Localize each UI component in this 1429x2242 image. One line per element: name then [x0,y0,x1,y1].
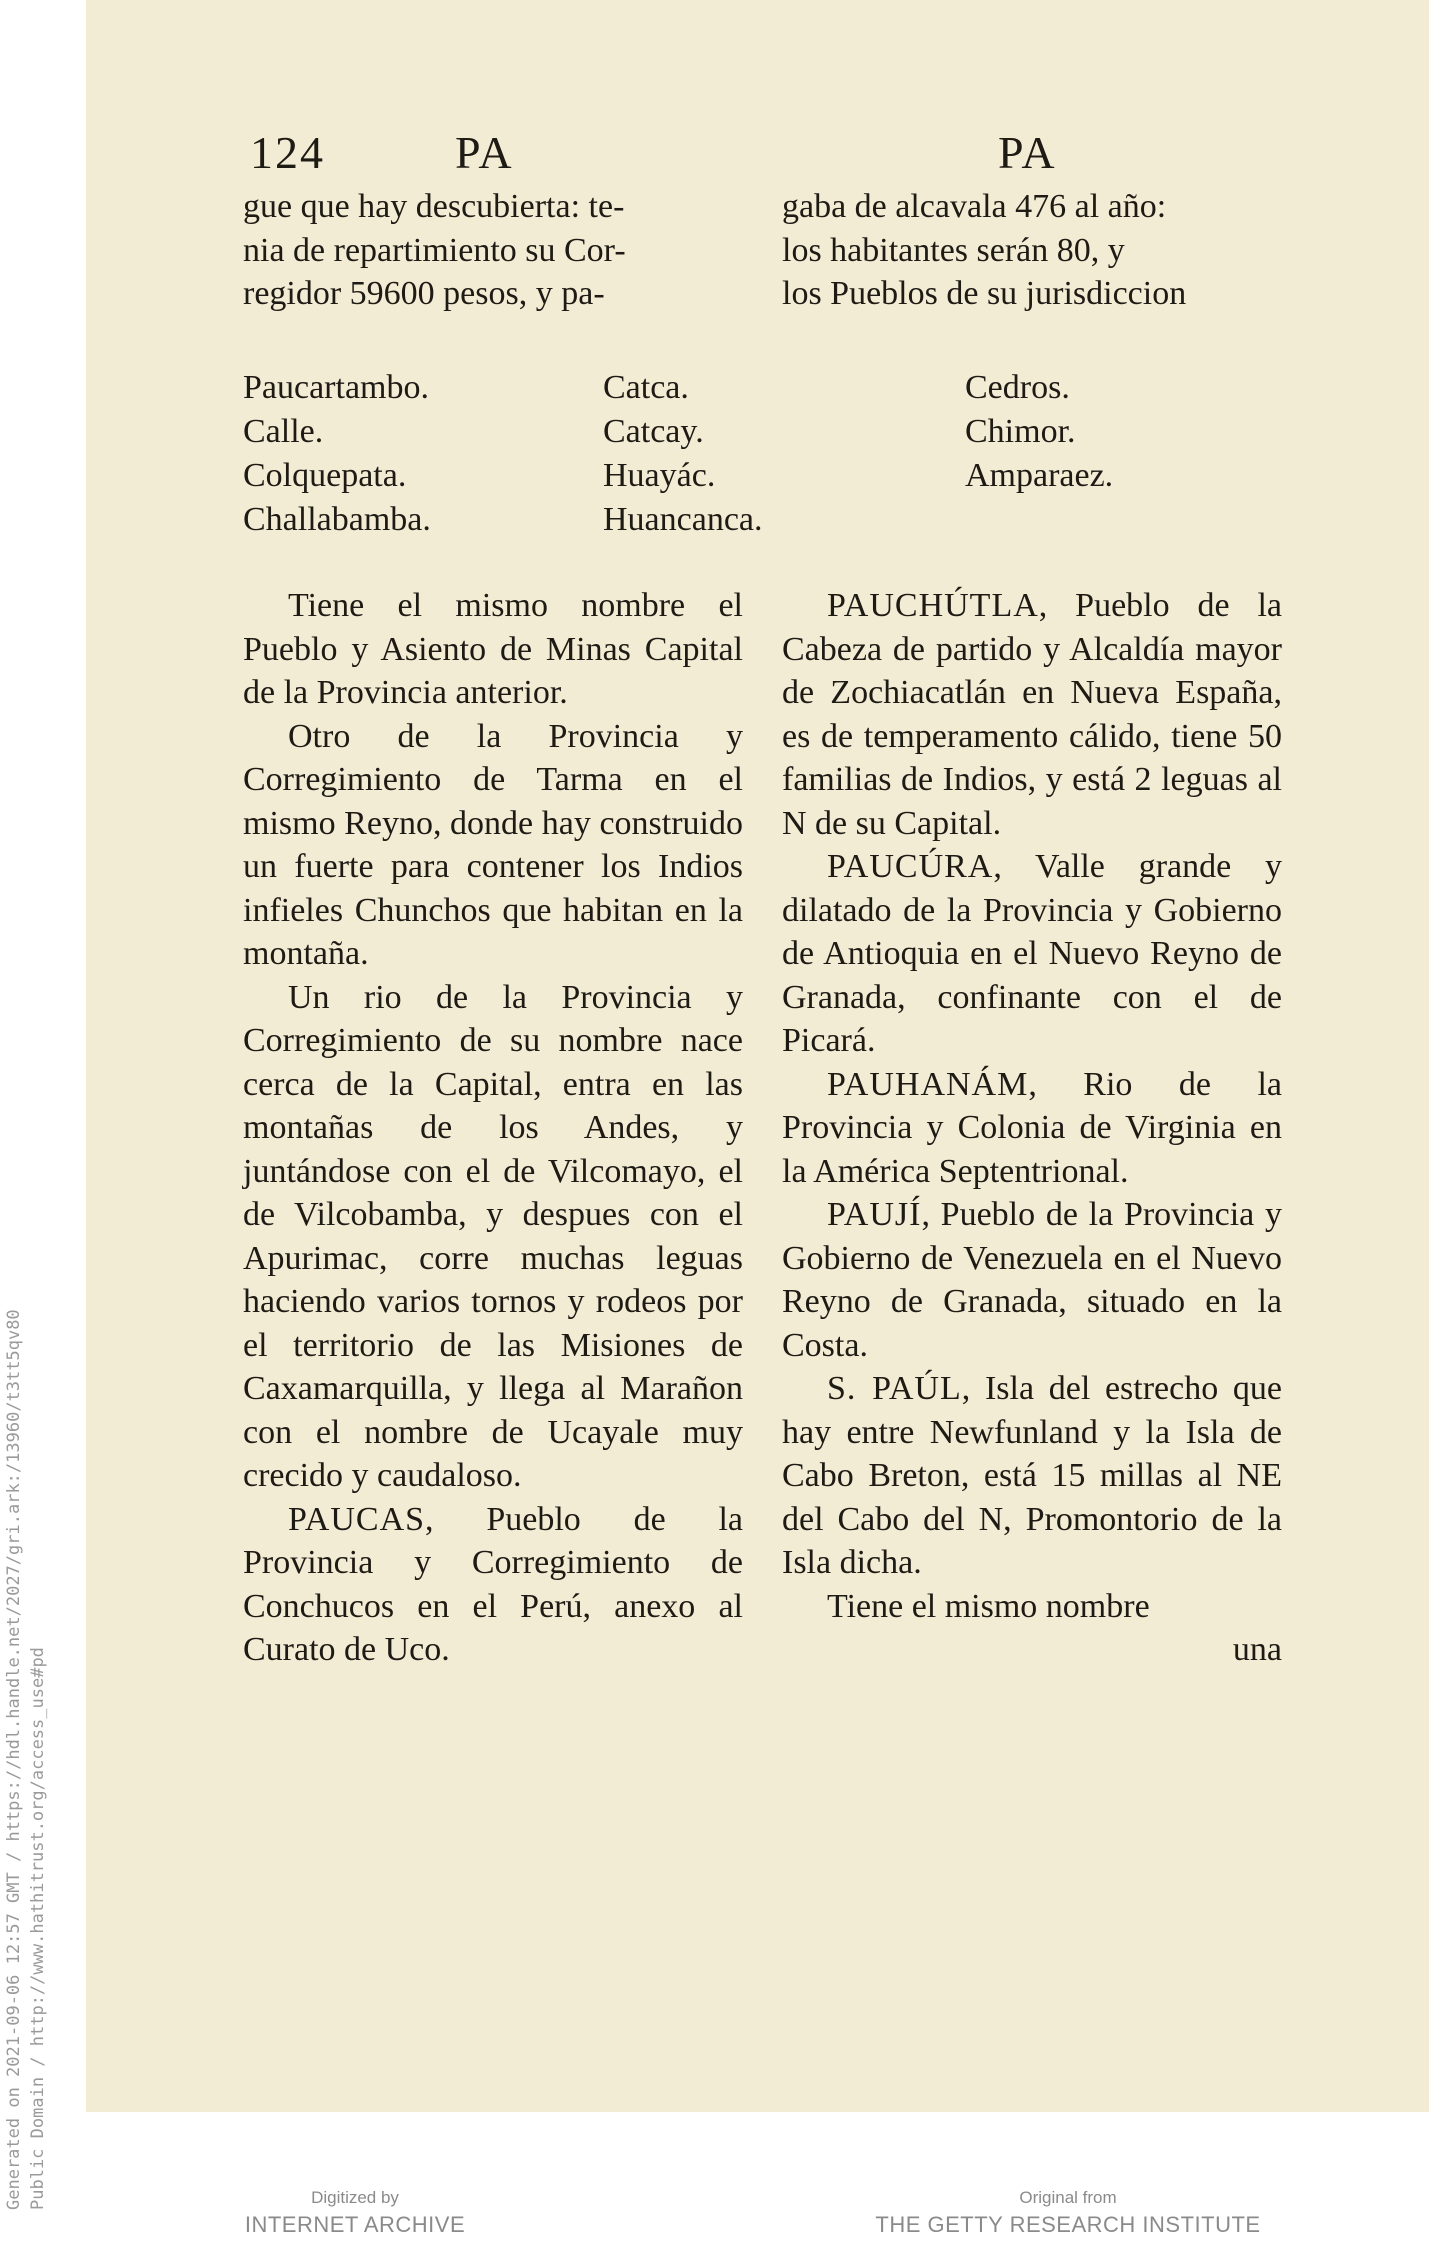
original-from-credit [868,2188,1268,2238]
hathitrust-watermark [2,1309,50,2210]
text-line: gaba de alcavala 476 al año: [782,188,1167,225]
page-number: 124 [250,127,325,178]
top-right-continuation [782,185,1282,316]
entry-paragraph [243,584,743,715]
towns-column-2 [603,366,763,542]
entry-headword: S. PAÚL [827,1370,962,1407]
entry-paragraph [243,1498,743,1672]
entry-paragraph [782,584,1282,845]
entry-paragraph [782,1063,1282,1194]
entry-paragraph [243,976,743,1498]
entry-headword: PAUCHÚTLA [827,587,1039,624]
text-line: gue que hay descubierta: te- [243,188,625,225]
digitized-by-credit [240,2188,470,2238]
watermark-line-1: Generated on 2021-09-06 12:57 GMT / https://hdl.handle.net/2027/gri.ark:/13960/t3tt5qv80 [4,1309,24,2210]
town-name: Chimor. [965,413,1076,450]
watermark-line-2: Public Domain / http://www.hathitrust.org/access_use#pd [28,1647,48,2210]
top-left-continuation [243,185,743,316]
text-line: los Pueblos de su jurisdiccion [782,275,1187,312]
catchword: una [1232,1631,1282,1668]
entry-text: Otro de la Provincia y Corregimiento de Tarma en el mismo Reyno, donde hay construido un fuerte para contener los Indios infieles Chunchos que habitan en la montaña. [243,717,743,972]
town-name: Huancanca. [603,501,763,538]
entry-paragraph [782,1367,1282,1585]
right-column [782,584,1282,1672]
text-line: nia de repartimiento su Cor- [243,231,626,269]
entry-text: , Valle grande y dilatado de la Provincia y Gobierno de Antioquia en el Nuevo Reyno de Granada, confinante con el de Picará. [782,848,1282,1059]
left-running-title: PA [455,127,514,178]
entry-headword: PAUCÚRA [827,848,994,885]
entry-paragraph [782,845,1282,1063]
town-name: Challabamba. [243,501,431,538]
right-running-title: PA [998,127,1057,178]
entry-text: , Pueblo de la Provincia y Corregimiento de Conchucos en el Perú, anexo al Curato de Uco. [243,1500,743,1668]
town-name: Catcay. [603,413,704,450]
entry-headword: PAUCAS [288,1500,426,1538]
original-from-label: Original from [1019,2188,1117,2207]
town-name: Amparaez. [965,457,1114,494]
digitized-by-label: Digitized by [311,2188,399,2207]
town-name: Colquepata. [243,457,407,494]
town-name: Catca. [603,369,689,406]
left-column [243,584,743,1672]
entry-text: , Rio de la Provincia y Colonia de Virginia en la América Septentrional. [782,1065,1282,1190]
towns-column-1 [243,366,431,542]
text-line: regidor 59600 pesos, y pa- [243,275,605,312]
entry-paragraph [782,1585,1282,1629]
entry-paragraph [243,715,743,976]
entry-text: Un rio de la Provincia y Corregimiento de su nombre nace cerca de la Capital, entra en las montañas de los Andes, y juntándose con el de Vilcomayo, el de Vilcobamba, y despues con el Apurimac, corre muchas leguas haciendo varios tornos y rodeos por el territorio de las Misiones de Caxamarquilla, y llega al Marañon con el nombre de Ucayale muy crecido y caudaloso. [243,978,743,1494]
entry-headword: PAUHANÁM [827,1065,1029,1103]
town-name: Huayác. [603,457,716,494]
town-name: Calle. [243,413,324,450]
entry-headword: PAUJÍ [827,1196,922,1233]
towns-column-3 [965,366,1113,498]
running-head [250,126,1090,186]
town-name: Cedros. [965,369,1070,406]
entry-text: Tiene el mismo nombre el Pueblo y Asiento de Minas Capital de la Provincia anterior. [243,587,743,711]
entry-text: Tiene el mismo nombre [827,1587,1150,1625]
entry-text: , Isla del estrecho que hay entre Newfunland y la Isla de Cabo Breton, está 15 millas al NE del Cabo del N, Promontorio de la Isla dicha. [782,1370,1282,1581]
town-name: Paucartambo. [243,369,429,406]
entry-text: , Pueblo de la Provincia y Gobierno de Venezuela en el Nuevo Reyno de Granada, situado en la Costa. [782,1196,1282,1364]
entry-paragraph [782,1193,1282,1367]
getty-institute-label: THE GETTY RESEARCH INSTITUTE [875,2212,1261,2237]
internet-archive-label: INTERNET ARCHIVE [244,2212,466,2237]
entry-text: , Pueblo de la Cabeza de partido y Alcaldía mayor de Zochiacatlán en Nueva España, es de temperamento cálido, tiene 50 familias de Indios, y está 2 leguas al N de su Capital. [782,587,1282,842]
text-line: los habitantes serán 80, y [782,231,1125,269]
